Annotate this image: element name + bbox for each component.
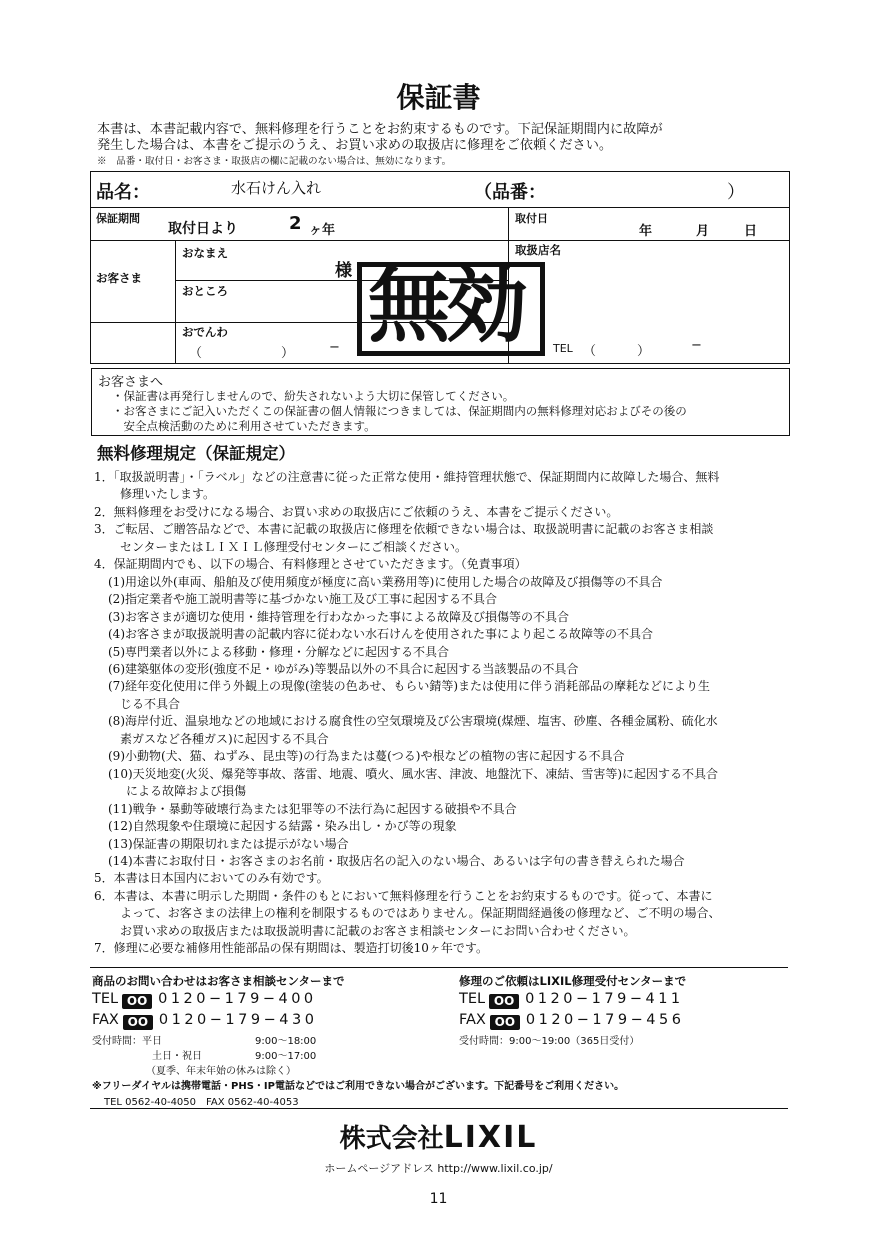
warranty-period-unit: ヶ年 [309, 223, 336, 238]
consult-tel: TEL OO 0120−179−400 [92, 991, 317, 1008]
rule-line: (1)用途以外(車両、船舶及び使用頻度が極度に高い業務用等)に使用した場合の故障及び損傷等の不具合 [108, 574, 663, 589]
consult-hours-holiday: 9:00～17:00 [255, 1051, 317, 1062]
rule-line: (14)本書にお取付日・お客さまのお名前・取扱店名の記入のない場合、あるいは字句の書き替えられた場合 [108, 853, 685, 868]
repair-tel: TEL OO 0120−179−411 [459, 991, 684, 1008]
rule-line: (2)指定業者や施工説明書等に基づかない施工及び工事に起因する不具合 [108, 592, 498, 607]
consult-center-heading: 商品のお問い合わせはお客さま相談センターまで [92, 974, 345, 988]
alt-numbers: TEL 0562-40-4050 FAX 0562-40-4053 [104, 1097, 299, 1108]
rule-line: 7．修理に必要な補修用性能部品の保有期間は、製造打切後10ヶ年です。 [94, 941, 488, 956]
freedial-note: ※フリーダイヤルは携帯電話・PHS・IP電話などではご利用できない場合がございます。下記番号をご利用ください。 [92, 1081, 625, 1092]
customer-notice-line: 安全点検活動のために利用させていただきます。 [112, 419, 376, 433]
rule-line: (7)経年変化使用に伴う外観上の現像(塗装の色あせ、もらい錆等)または使用に伴う消耗部品の摩耗などにより生 [108, 679, 711, 694]
intro-line-2: 発生した場合は、本書をご提示のうえ、お買い求めの取扱店に修理をご依頼ください。 [97, 138, 613, 153]
customer-notice-line: ・お客さまにご記入いただくこの保証書の個人情報につきましては、保証期間内の無料修理対応およびその後の [112, 404, 687, 418]
company-logo: 株式会社LIXIL [339, 1120, 538, 1155]
rule-line: 素ガスなど各種ガス)に起因する不具合 [120, 731, 329, 746]
install-date-label: 取付日 [515, 212, 548, 225]
homepage: ホームページアドレス http://www.lixil.co.jp/ [324, 1162, 553, 1175]
rule-line: 修理いたします。 [120, 487, 216, 502]
rule-line: (9)小動物(犬、猫、ねずみ、昆虫等)の行為または蔓(つる)や根などの植物の害に起因する不具合 [108, 749, 625, 764]
rule-line: 4．保証期間内でも、以下の場合、有料修理とさせていただきます。（免責事項） [94, 557, 527, 572]
rules-list [94, 469, 721, 958]
rule-line: (13)保証書の期限切れまたは提示がない場合 [108, 836, 349, 851]
rule-line: センターまたはＬＩＸＩＬ修理受付センターにご相談ください。 [120, 539, 468, 554]
rules-heading: 無料修理規定（保証規定） [97, 444, 295, 463]
rule-line: 6．本書は、本書に明示した期間・条件のもとにおいて無料修理を行うことをお約束するものです。従って、本書に [94, 888, 713, 903]
rule-line: 1．「取扱説明書」・「ラベル」などの注意書に従った正常な使用・維持管理状態で、保証期間内に故障した場合、無料 [94, 470, 720, 484]
rule-line: 2．無料修理をお受けになる場合、お買い求めの取扱店にご依頼のうえ、本書をご提示ください。 [94, 504, 619, 519]
install-month: 月 [696, 224, 710, 239]
rule-line: (5)専門業者以外による移動・修理・分解などに起因する不具合 [108, 644, 450, 659]
product-name-label: 品名： [96, 182, 150, 203]
install-day: 日 [744, 224, 758, 239]
void-stamp-text: 無効 [368, 259, 525, 354]
shop-paren-close: ） [637, 344, 651, 359]
model-number-label: （品番： [474, 182, 546, 203]
rule-line: 5．本書は日本国内においてのみ有効です。 [94, 871, 329, 886]
shop-dash: − [691, 338, 702, 353]
rule-line: 3．ご転居、ご贈答品などで、本書に記載の取扱店に修理を依頼できない場合は、取扱説明書に記載のお客さま相談 [94, 522, 714, 537]
rule-line: お買い求めの取扱店または取扱説明書に記載のお客さま相談センターにお問い合わせください。 [120, 923, 636, 938]
invalid-note: ※ 品番・取付日・お客さま・取扱店の欄に記載のない場合は、無効になります。 [97, 156, 452, 167]
rule-line: (10)天災地変(火災、爆発等事故、落雷、地震、噴火、風水害、津波、地盤沈下、凍結、雪害等)に起因する不具合 [108, 766, 719, 781]
customer-label: お客さま [96, 271, 142, 285]
rule-line: じる不具合 [120, 696, 181, 711]
consult-hours-exception: （夏季、年末年始の休みは除く） [146, 1066, 296, 1077]
page-title: 保証書 [396, 81, 481, 114]
rule-line: (12)自然現象や住環境に起因する結露・染み出し・かび等の現象 [108, 819, 457, 834]
phone-paren-close: ） [281, 346, 295, 361]
rule-line: (4)お客さまが取扱説明書の記載内容に従わない水石けんを使用された事により起こる故障等の不具合 [108, 627, 654, 642]
warranty-period-prefix: 取付日より [168, 221, 238, 237]
freedial-icon: OO [122, 994, 152, 1009]
repair-center-heading: 修理のご依頼はLIXIL修理受付センターまで [459, 974, 687, 988]
rule-line: (11)戦争・暴動等破壊行為または犯罪等の不法行為に起因する破損や不具合 [108, 801, 517, 816]
shop-paren-open: （ [583, 344, 597, 359]
honorific: 様 [335, 261, 352, 281]
name-label: おなまえ [182, 246, 228, 260]
repair-fax: FAX OO 0120−179−456 [459, 1012, 685, 1029]
rule-line: よって、お客さまの法律上の権利を制限するものではありません。保証期間経過後の修理など、ご不明の場合、 [120, 906, 721, 921]
shop-tel-label: TEL [553, 342, 573, 355]
rule-line: による故障および損傷 [126, 784, 247, 799]
warranty-period-label: 保証期間 [96, 212, 140, 225]
phone-paren-open: （ [189, 346, 203, 361]
customer-notice-line: ・保証書は再発行しませんので、紛失されないよう大切に保管してください。 [112, 389, 515, 403]
customer-notice-heading: お客さまへ [98, 375, 164, 390]
repair-hours: 受付時間：9:00～19:00（365日受付） [459, 1036, 640, 1047]
phone-dash: − [329, 340, 340, 355]
rule-line: (6)建築躯体の変形(強度不足・ゆがみ)等製品以外の不具合に起因する当該製品の不具合 [108, 661, 579, 676]
shop-name-label: 取扱店名 [515, 243, 561, 257]
consult-fax: FAX OO 0120−179−430 [92, 1012, 318, 1029]
consult-hours-holiday-label: 土日・祝日 [152, 1051, 202, 1062]
model-number-close: ） [727, 182, 745, 203]
consult-hours-weekday: 9:00～18:00 [255, 1036, 317, 1047]
customer-notice [91, 368, 790, 436]
freedial-icon: OO [490, 1015, 520, 1030]
freedial-icon: OO [489, 994, 519, 1009]
install-year: 年 [639, 224, 653, 239]
intro-line-1: 本書は、本書記載内容で、無料修理を行うことをお約束するものです。下記保証期間内に故障が [97, 122, 663, 137]
void-stamp [357, 259, 545, 356]
warranty-period-value: 2 [289, 213, 302, 234]
phone-label: おでんわ [182, 325, 228, 339]
product-name-value: 水石けん入れ [231, 179, 322, 197]
homepage-link[interactable]: http://www.lixil.co.jp/ [437, 1162, 553, 1175]
page-number: 11 [429, 1191, 448, 1207]
freedial-icon: OO [123, 1015, 153, 1030]
consult-hours-weekday-label: 受付時間：平日 [92, 1036, 162, 1047]
rule-line: (8)海岸付近、温泉地などの地域における腐食性の空気環境及び公害環境(煤煙、塩害、砂塵、各種金属粉、硫化水 [108, 714, 718, 729]
rule-line: (3)お客さまが適切な使用・維持管理を行わなかった事による故障及び損傷等の不具合 [108, 609, 570, 624]
address-label: おところ [182, 284, 228, 298]
